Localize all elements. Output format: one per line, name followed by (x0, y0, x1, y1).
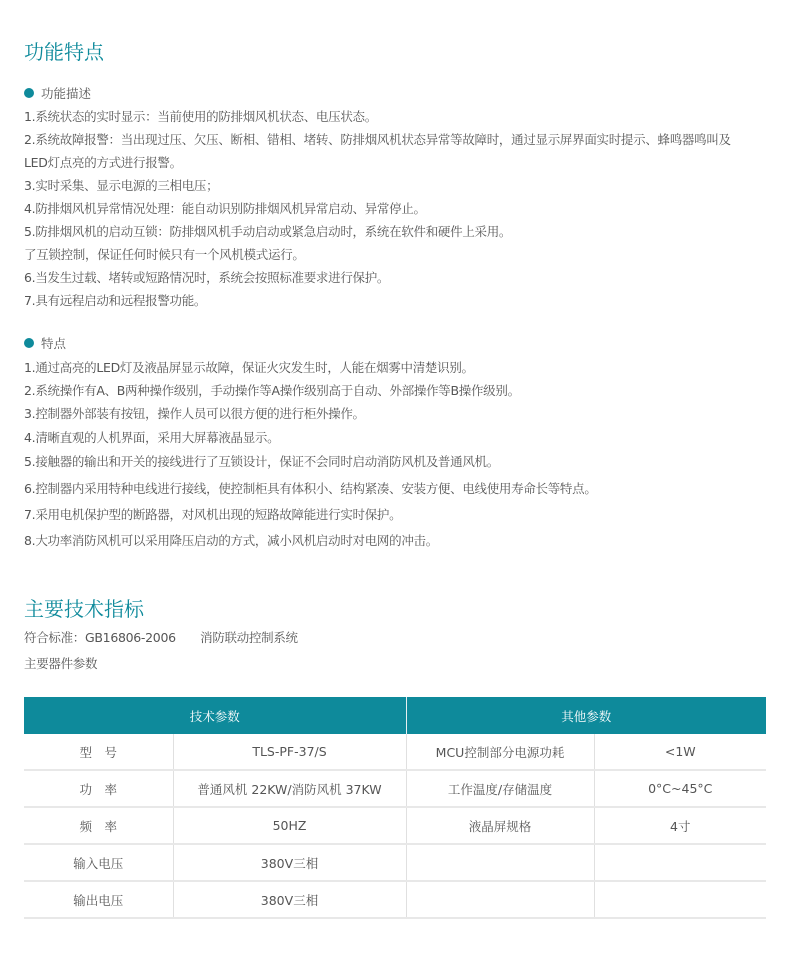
table-cell: 输出电压 (24, 881, 173, 918)
spec-table (24, 697, 766, 919)
standard-text: 符合标准：GB16806-2006 消防联动控制系统 (24, 630, 298, 645)
table-cell: TLS-PF-37/S (173, 734, 406, 770)
table-row (24, 770, 766, 807)
list-item: 4.清晰直观的人机界面，采用大屏幕液晶显示。 (24, 430, 280, 445)
bullet-dot-icon (24, 88, 34, 98)
section-title-features: 功能特点 (24, 40, 104, 64)
list-item: 7.具有远程启动和远程报警功能。 (24, 293, 207, 308)
table-row (24, 844, 766, 881)
table-cell: MCU控制部分电源功耗 (406, 734, 594, 770)
bullet-dot-icon (24, 338, 34, 348)
list-item: 1.通过高亮的LED灯及液晶屏显示故障，保证火灾发生时，人能在烟雾中清楚识别。 (24, 360, 474, 375)
table-cell: 380V三相 (173, 881, 406, 918)
table-cell: 4寸 (594, 807, 766, 844)
bullet-features (24, 334, 66, 352)
table-cell: 频 率 (24, 807, 173, 844)
list-item: LED灯点亮的方式进行报警。 (24, 155, 182, 170)
list-item: 6.控制器内采用特种电线进行接线，使控制柜具有体积小、结构紧凑、安装方便、电线使用寿命长等特点。 (24, 481, 597, 496)
table-cell: 50HZ (173, 807, 406, 844)
table-row (24, 881, 766, 918)
table-cell: 输入电压 (24, 844, 173, 881)
table-cell: 工作温度/存储温度 (406, 770, 594, 807)
table-cell (594, 844, 766, 881)
table-row (24, 734, 766, 770)
table-cell: 0°C~45°C (594, 770, 766, 807)
list-item: 3.实时采集、显示电源的三相电压； (24, 178, 219, 193)
table-cell: 功 率 (24, 770, 173, 807)
header-tech-params: 技术参数 (24, 697, 406, 734)
table-cell: <1W (594, 734, 766, 770)
table-cell (406, 881, 594, 918)
list-item: 5.接触器的输出和开关的接线进行了互锁设计，保证不会同时启动消防风机及普通风机。 (24, 454, 499, 469)
table-cell: 型 号 (24, 734, 173, 770)
table-cell: 380V三相 (173, 844, 406, 881)
list-item: 2.系统故障报警：当出现过压、欠压、断相、错相、堵转、防排烟风机状态异常等故障时，通过显示屏界面实时提示、蜂鸣器鸣叫及 (24, 132, 731, 147)
list-item: 5.防排烟风机的启动互锁：防排烟风机手动启动或紧急启动时，系统在软件和硬件上采用。 (24, 224, 512, 239)
list-item: 7.采用电机保护型的断路器，对风机出现的短路故障能进行实时保护。 (24, 507, 402, 522)
list-item: 2.系统操作有A、B两种操作级别，手动操作等A操作级别高于自动、外部操作等B操作级别。 (24, 383, 520, 398)
table-cell (594, 881, 766, 918)
bullet-label: 特点 (41, 336, 67, 351)
list-item: 6.当发生过载、堵转或短路情况时，系统会按照标准要求进行保护。 (24, 270, 390, 285)
subheading: 主要器件参数 (24, 656, 98, 671)
table-cell (406, 844, 594, 881)
table-cell: 液晶屏规格 (406, 807, 594, 844)
bullet-label: 功能描述 (41, 86, 92, 101)
list-item: 8.大功率消防风机可以采用降压启动的方式，减小风机启动时对电网的冲击。 (24, 533, 438, 548)
section-title-specs: 主要技术指标 (24, 597, 144, 621)
bullet-function-desc (24, 84, 91, 102)
list-item: 4.防排烟风机异常情况处理：能自动识别防排烟风机异常启动、异常停止。 (24, 201, 426, 216)
table-row (24, 807, 766, 844)
list-item: 1.系统状态的实时显示：当前使用的防排烟风机状态、电压状态。 (24, 109, 377, 124)
header-other-params: 其他参数 (406, 697, 766, 734)
table-cell: 普通风机 22KW/消防风机 37KW (173, 770, 406, 807)
list-item: 3.控制器外部装有按钮，操作人员可以很方便的进行柜外操作。 (24, 406, 365, 421)
list-item: 了互锁控制，保证任何时候只有一个风机模式运行。 (24, 247, 305, 262)
